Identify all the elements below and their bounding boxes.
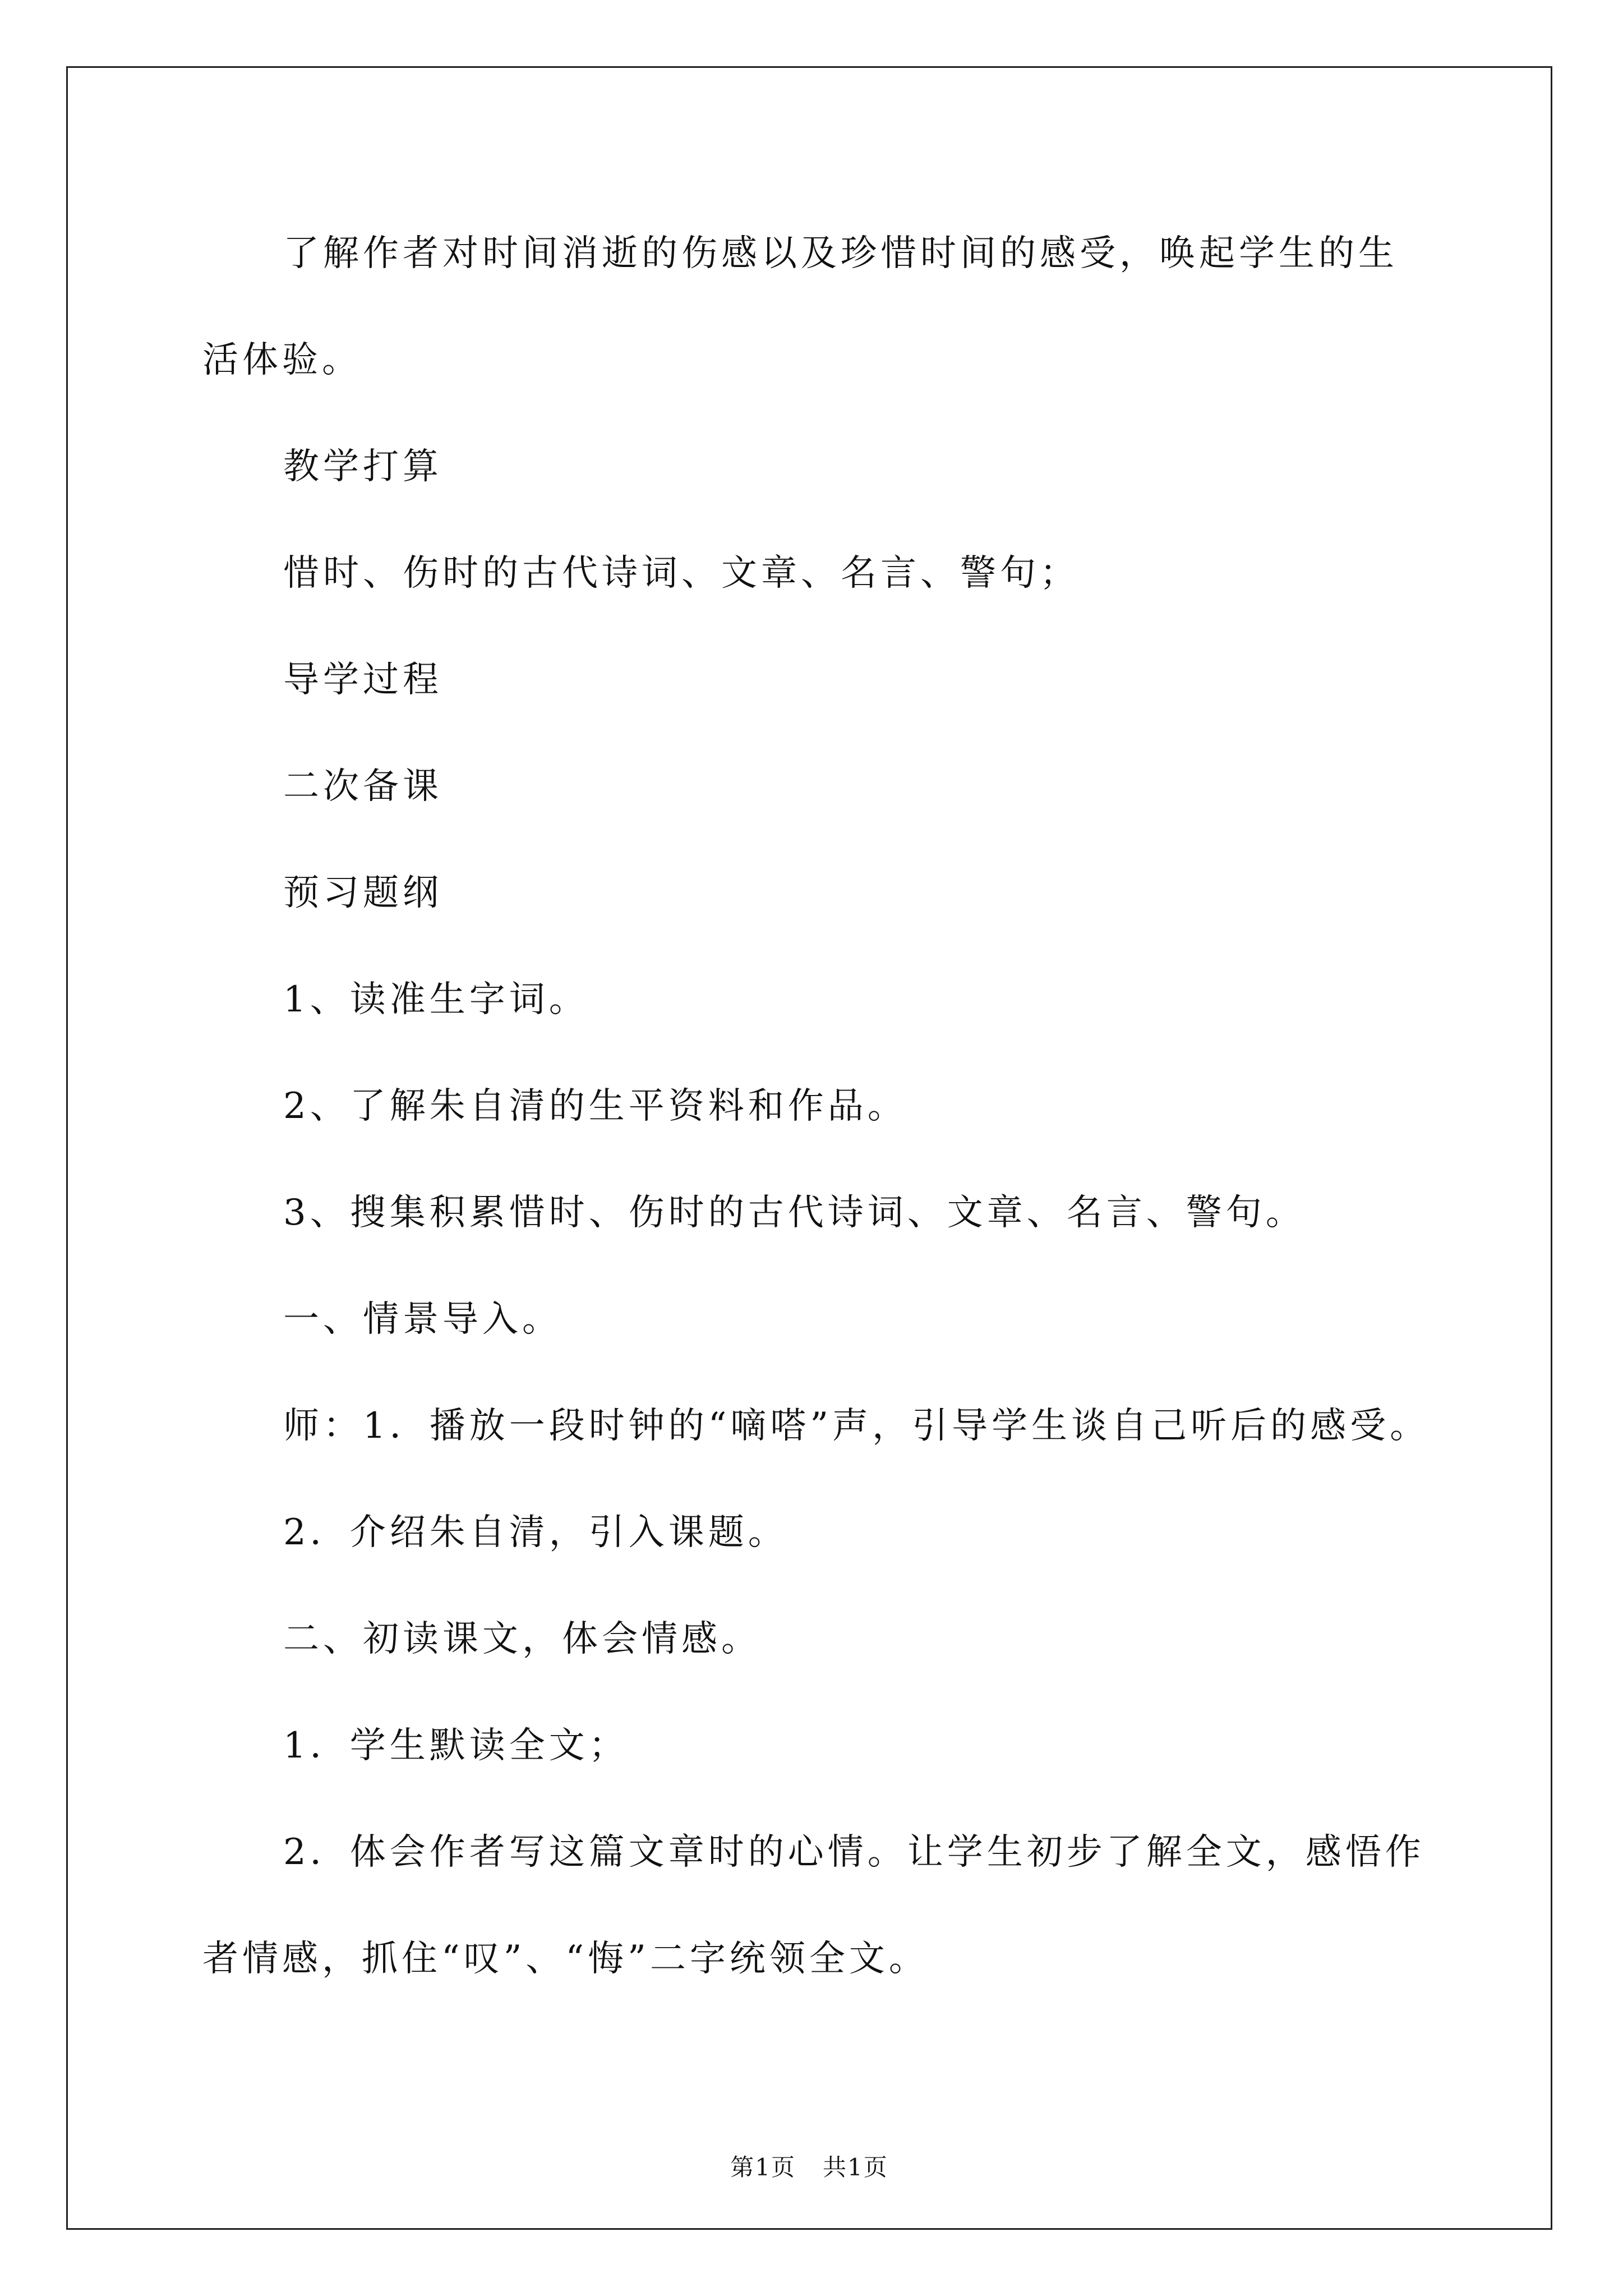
paragraph: 者情感，抓住“叹”、“悔”二字统领全文。 [202, 1938, 929, 1980]
section-heading: 导学过程 [283, 659, 442, 701]
page-footer [68, 2149, 1551, 2183]
list-item: 2、了解朱自清的生平资料和作品。 [283, 1085, 907, 1127]
section-heading: 预习题纲 [283, 872, 442, 914]
section-heading: 二次备课 [283, 766, 442, 807]
paragraph: 活体验。 [202, 339, 362, 381]
list-item: 3、搜集积累惜时、伤时的古代诗词、文章、名言、警句。 [283, 1192, 1306, 1234]
document-body [68, 68, 1551, 2228]
page-frame [66, 66, 1552, 2230]
list-item: 1．学生默读全文； [283, 1725, 629, 1766]
paragraph: 惜时、伤时的古代诗词、文章、名言、警句； [283, 553, 1080, 594]
page-number: 第1页 [730, 2154, 796, 2181]
section-heading: 教学打算 [283, 446, 442, 487]
paragraph: 师：1．播放一段时钟的“嘀嗒”声，引导学生谈自己听后的感受。 [283, 1405, 1430, 1447]
section-heading: 一、情景导入。 [283, 1299, 562, 1340]
list-item: 2．体会作者写这篇文章时的心情。让学生初步了解全文，感悟作 [283, 1832, 1425, 1873]
page-total: 共1页 [823, 2154, 888, 2181]
list-item: 1、读准生字词。 [283, 979, 589, 1020]
section-heading: 二、初读课文，体会情感。 [283, 1618, 761, 1660]
paragraph: 了解作者对时间消逝的伤感以及珍惜时间的感受，唤起学生的生 [283, 233, 1398, 274]
list-item: 2．介绍朱自清，引入课题。 [283, 1512, 788, 1553]
